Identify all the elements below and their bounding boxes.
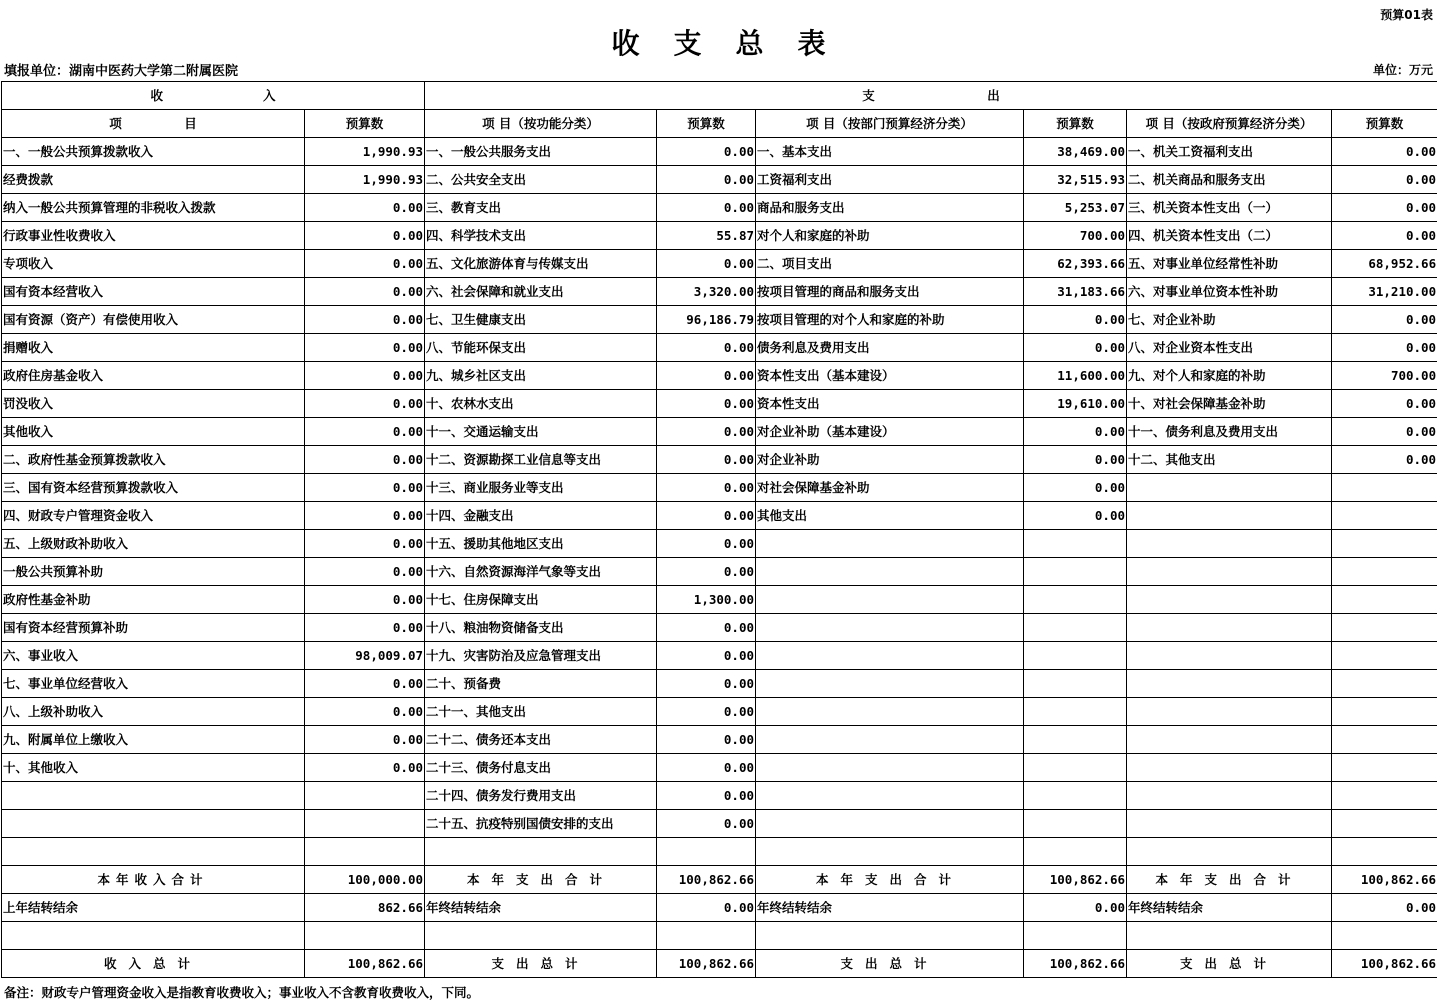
income-amount-cell: [305, 782, 425, 810]
income-item-cell: [2, 922, 305, 950]
dept-amount-cell: 11,600.00: [1024, 362, 1127, 390]
dept-amount-cell: [1024, 726, 1127, 754]
footnote: 备注：财政专户管理资金收入是指教育收费收入；事业收入不含教育收费收入，下同。: [4, 985, 480, 1000]
func-amount-cell: 0.00: [657, 502, 756, 530]
gov-amount-cell: 0.00: [1332, 390, 1437, 418]
func-item-cell: 二十二、债务还本支出: [425, 726, 657, 754]
gov-item-cell: 十一、债务利息及费用支出: [1127, 418, 1332, 446]
gov-amount-cell: 0.00: [1332, 138, 1437, 166]
income-amount-cell: 0.00: [305, 586, 425, 614]
table-row: [2, 698, 1437, 726]
gov-amount-cell: [1332, 754, 1437, 782]
dept-amount-cell: 19,610.00: [1024, 390, 1127, 418]
expense-group-header: 支 出: [425, 82, 1437, 110]
gov-item-cell: 五、对事业单位经常性补助: [1127, 250, 1332, 278]
dept-amount-cell: [1024, 670, 1127, 698]
dept-amount-cell: [1024, 922, 1127, 950]
func-item-cell: 年终结转结余: [425, 894, 657, 922]
income-amount-cell: 0.00: [305, 418, 425, 446]
income-amount-cell: 0.00: [305, 362, 425, 390]
amount-header: 预算数: [1332, 110, 1437, 138]
currency-unit: 单位：万元: [1372, 63, 1433, 77]
income-item-cell: 国有资本经营收入: [2, 278, 305, 306]
table-row: [2, 670, 1437, 698]
table-row: [2, 166, 1437, 194]
gov-amount-cell: 100,862.66: [1332, 950, 1437, 978]
gov-item-cell: [1127, 698, 1332, 726]
gov-amount-cell: [1332, 782, 1437, 810]
dept-amount-cell: 0.00: [1024, 894, 1127, 922]
income-amount-cell: 0.00: [305, 474, 425, 502]
gov-amount-cell: 0.00: [1332, 446, 1437, 474]
func-item-cell: 十七、住房保障支出: [425, 586, 657, 614]
income-amount-cell: 0.00: [305, 222, 425, 250]
table-row: [2, 306, 1437, 334]
func-item-cell: [425, 922, 657, 950]
gov-amount-cell: [1332, 698, 1437, 726]
gov-amount-cell: 100,862.66: [1332, 866, 1437, 894]
gov-amount-cell: [1332, 502, 1437, 530]
func-amount-cell: 1,300.00: [657, 586, 756, 614]
income-item-cell: 纳入一般公共预算管理的非税收入拨款: [2, 194, 305, 222]
dept-item-cell: 债务利息及费用支出: [756, 334, 1024, 362]
income-amount-cell: 0.00: [305, 390, 425, 418]
table-row: [2, 418, 1437, 446]
income-amount-cell: 0.00: [305, 558, 425, 586]
func-amount-cell: 0.00: [657, 726, 756, 754]
gov-amount-cell: [1332, 670, 1437, 698]
table-row: [2, 838, 1437, 866]
func-item-cell: 六、社会保障和就业支出: [425, 278, 657, 306]
income-item-cell: 九、附属单位上缴收入: [2, 726, 305, 754]
dept-amount-cell: 32,515.93: [1024, 166, 1127, 194]
income-item-cell: [2, 838, 305, 866]
gov-item-cell: [1127, 782, 1332, 810]
gov-item-cell: 六、对事业单位资本性补助: [1127, 278, 1332, 306]
income-item-cell: 二、政府性基金预算拨款收入: [2, 446, 305, 474]
table-row: [2, 530, 1437, 558]
func-item-header: 项 目（按功能分类）: [425, 110, 657, 138]
gov-item-cell: [1127, 810, 1332, 838]
table-row: [2, 250, 1437, 278]
income-amount-cell: 0.00: [305, 446, 425, 474]
income-item-cell: 一般公共预算补助: [2, 558, 305, 586]
gov-amount-cell: [1332, 726, 1437, 754]
income-amount-cell: 0.00: [305, 530, 425, 558]
func-amount-cell: 0.00: [657, 250, 756, 278]
func-amount-cell: 0.00: [657, 558, 756, 586]
dept-item-cell: 对社会保障基金补助: [756, 474, 1024, 502]
dept-item-cell: [756, 754, 1024, 782]
func-amount-cell: 0.00: [657, 698, 756, 726]
income-item-cell: 经费拨款: [2, 166, 305, 194]
income-item-cell: 五、上级财政补助收入: [2, 530, 305, 558]
income-item-cell: 六、事业收入: [2, 642, 305, 670]
income-amount-cell: 0.00: [305, 726, 425, 754]
dept-amount-cell: [1024, 810, 1127, 838]
func-item-cell: 十八、粮油物资储备支出: [425, 614, 657, 642]
func-item-cell: 十四、金融支出: [425, 502, 657, 530]
func-item-cell: 十六、自然资源海洋气象等支出: [425, 558, 657, 586]
table-row: [2, 922, 1437, 950]
gov-item-cell: [1127, 502, 1332, 530]
income-amount-cell: 0.00: [305, 614, 425, 642]
dept-item-cell: 资本性支出（基本建设）: [756, 362, 1024, 390]
func-item-cell: 三、教育支出: [425, 194, 657, 222]
form-id: 预算01表: [1380, 8, 1433, 22]
dept-amount-cell: 0.00: [1024, 446, 1127, 474]
income-amount-cell: 0.00: [305, 334, 425, 362]
gov-item-cell: [1127, 614, 1332, 642]
amount-header: 预算数: [1024, 110, 1127, 138]
gov-item-cell: 十、对社会保障基金补助: [1127, 390, 1332, 418]
gov-item-cell: [1127, 670, 1332, 698]
gov-item-cell: 三、机关资本性支出（一）: [1127, 194, 1332, 222]
income-item-cell: 行政事业性收费收入: [2, 222, 305, 250]
dept-item-cell: [756, 782, 1024, 810]
gov-amount-cell: [1332, 558, 1437, 586]
income-item-cell: 一、一般公共预算拨款收入: [2, 138, 305, 166]
income-item-cell: 捐赠收入: [2, 334, 305, 362]
gov-item-cell: 四、机关资本性支出（二）: [1127, 222, 1332, 250]
dept-item-cell: [756, 726, 1024, 754]
group-header-row: [2, 82, 1437, 110]
income-item-cell: 政府住房基金收入: [2, 362, 305, 390]
table-row: [2, 362, 1437, 390]
table-row: [2, 866, 1437, 894]
dept-item-cell: 按项目管理的商品和服务支出: [756, 278, 1024, 306]
dept-item-cell: 工资福利支出: [756, 166, 1024, 194]
func-amount-cell: 0.00: [657, 390, 756, 418]
func-amount-cell: [657, 922, 756, 950]
income-amount-cell: 98,009.07: [305, 642, 425, 670]
func-amount-cell: 0.00: [657, 446, 756, 474]
dept-item-cell: 对个人和家庭的补助: [756, 222, 1024, 250]
gov-item-cell: [1127, 586, 1332, 614]
table-row: [2, 754, 1437, 782]
dept-item-cell: [756, 586, 1024, 614]
gov-amount-cell: 0.00: [1332, 194, 1437, 222]
func-item-cell: 本年支出合计: [425, 866, 657, 894]
func-item-cell: 支出总计: [425, 950, 657, 978]
func-item-cell: 二十一、其他支出: [425, 698, 657, 726]
func-item-cell: 五、文化旅游体育与传媒支出: [425, 250, 657, 278]
income-item-cell: 政府性基金补助: [2, 586, 305, 614]
func-item-cell: 十、农林水支出: [425, 390, 657, 418]
func-amount-cell: 0.00: [657, 166, 756, 194]
dept-amount-cell: 0.00: [1024, 502, 1127, 530]
dept-amount-cell: 0.00: [1024, 418, 1127, 446]
table-row: [2, 950, 1437, 978]
func-amount-cell: 0.00: [657, 670, 756, 698]
func-amount-cell: 0.00: [657, 474, 756, 502]
income-amount-cell: 0.00: [305, 306, 425, 334]
table-body: [2, 138, 1437, 978]
func-item-cell: 四、科学技术支出: [425, 222, 657, 250]
income-item-cell: 其他收入: [2, 418, 305, 446]
amount-header: 预算数: [657, 110, 756, 138]
income-item-cell: 四、财政专户管理资金收入: [2, 502, 305, 530]
dept-amount-cell: 5,253.07: [1024, 194, 1127, 222]
func-amount-cell: 3,320.00: [657, 278, 756, 306]
func-amount-cell: 0.00: [657, 530, 756, 558]
func-amount-cell: 0.00: [657, 138, 756, 166]
dept-amount-cell: [1024, 558, 1127, 586]
income-amount-cell: 100,000.00: [305, 866, 425, 894]
column-header-row: [2, 110, 1437, 138]
dept-amount-cell: 31,183.66: [1024, 278, 1127, 306]
gov-amount-cell: 700.00: [1332, 362, 1437, 390]
income-item-cell: 八、上级补助收入: [2, 698, 305, 726]
func-amount-cell: 100,862.66: [657, 950, 756, 978]
income-amount-cell: 1,990.93: [305, 138, 425, 166]
income-item-cell: 十、其他收入: [2, 754, 305, 782]
func-amount-cell: 0.00: [657, 642, 756, 670]
table-row: [2, 194, 1437, 222]
dept-amount-cell: 700.00: [1024, 222, 1127, 250]
gov-item-cell: [1127, 642, 1332, 670]
func-item-cell: 十一、交通运输支出: [425, 418, 657, 446]
gov-amount-cell: 0.00: [1332, 222, 1437, 250]
gov-amount-cell: [1332, 838, 1437, 866]
income-amount-cell: 862.66: [305, 894, 425, 922]
table-row: [2, 502, 1437, 530]
income-item-header: 项 目: [2, 110, 305, 138]
dept-item-cell: 支出总计: [756, 950, 1024, 978]
gov-item-cell: 七、对企业补助: [1127, 306, 1332, 334]
dept-item-cell: [756, 670, 1024, 698]
table-row: [2, 334, 1437, 362]
func-amount-cell: 0.00: [657, 614, 756, 642]
gov-amount-cell: [1332, 474, 1437, 502]
dept-item-cell: [756, 838, 1024, 866]
income-amount-cell: 0.00: [305, 698, 425, 726]
table-row: [2, 558, 1437, 586]
gov-item-cell: [1127, 838, 1332, 866]
dept-item-cell: 二、项目支出: [756, 250, 1024, 278]
table-row: [2, 642, 1437, 670]
dept-item-cell: 对企业补助（基本建设）: [756, 418, 1024, 446]
income-item-cell: [2, 782, 305, 810]
func-item-cell: 九、城乡社区支出: [425, 362, 657, 390]
income-amount-cell: 0.00: [305, 670, 425, 698]
func-amount-cell: 0.00: [657, 754, 756, 782]
gov-item-cell: [1127, 754, 1332, 782]
func-item-cell: 十九、灾害防治及应急管理支出: [425, 642, 657, 670]
income-item-cell: 国有资本经营预算补助: [2, 614, 305, 642]
func-amount-cell: 0.00: [657, 894, 756, 922]
func-item-cell: 二十四、债务发行费用支出: [425, 782, 657, 810]
func-amount-cell: 0.00: [657, 362, 756, 390]
dept-amount-cell: 0.00: [1024, 334, 1127, 362]
table-row: [2, 474, 1437, 502]
dept-amount-cell: 38,469.00: [1024, 138, 1127, 166]
dept-item-cell: [756, 922, 1024, 950]
gov-amount-cell: 68,952.66: [1332, 250, 1437, 278]
dept-amount-cell: [1024, 782, 1127, 810]
income-amount-cell: 0.00: [305, 250, 425, 278]
func-amount-cell: 0.00: [657, 418, 756, 446]
dept-amount-cell: [1024, 530, 1127, 558]
func-item-cell: 一、一般公共服务支出: [425, 138, 657, 166]
income-group-header: 收 入: [2, 82, 425, 110]
dept-item-cell: [756, 810, 1024, 838]
dept-item-cell: 本年支出合计: [756, 866, 1024, 894]
gov-amount-cell: 31,210.00: [1332, 278, 1437, 306]
gov-item-cell: [1127, 922, 1332, 950]
gov-item-cell: 一、机关工资福利支出: [1127, 138, 1332, 166]
income-amount-cell: 0.00: [305, 194, 425, 222]
func-item-cell: 二、公共安全支出: [425, 166, 657, 194]
table-row: [2, 222, 1437, 250]
dept-amount-cell: [1024, 698, 1127, 726]
dept-amount-cell: 100,862.66: [1024, 866, 1127, 894]
gov-amount-cell: [1332, 810, 1437, 838]
gov-amount-cell: 0.00: [1332, 334, 1437, 362]
income-item-cell: 罚没收入: [2, 390, 305, 418]
dept-item-cell: 资本性支出: [756, 390, 1024, 418]
table-row: [2, 726, 1437, 754]
income-item-cell: 上年结转结余: [2, 894, 305, 922]
func-item-cell: 十五、援助其他地区支出: [425, 530, 657, 558]
dept-amount-cell: 0.00: [1024, 474, 1127, 502]
dept-item-cell: 商品和服务支出: [756, 194, 1024, 222]
dept-item-cell: [756, 698, 1024, 726]
gov-amount-cell: [1332, 642, 1437, 670]
table-row: [2, 810, 1437, 838]
amount-header: 预算数: [305, 110, 425, 138]
table-row: [2, 894, 1437, 922]
reporting-unit: 填报单位：湖南中医药大学第二附属医院: [4, 64, 239, 79]
gov-item-cell: 九、对个人和家庭的补助: [1127, 362, 1332, 390]
gov-item-cell: 支出总计: [1127, 950, 1332, 978]
income-amount-cell: 0.00: [305, 754, 425, 782]
table-row: [2, 278, 1437, 306]
gov-item-cell: [1127, 558, 1332, 586]
dept-amount-cell: 62,393.66: [1024, 250, 1127, 278]
dept-amount-cell: 0.00: [1024, 306, 1127, 334]
income-amount-cell: 0.00: [305, 502, 425, 530]
gov-amount-cell: [1332, 614, 1437, 642]
gov-item-header: 项 目（按政府预算经济分类）: [1127, 110, 1332, 138]
income-item-cell: 收入总计: [2, 950, 305, 978]
gov-item-cell: 本年支出合计: [1127, 866, 1332, 894]
table-row: [2, 138, 1437, 166]
dept-item-cell: 按项目管理的对个人和家庭的补助: [756, 306, 1024, 334]
gov-amount-cell: [1332, 530, 1437, 558]
income-amount-cell: [305, 810, 425, 838]
table-row: [2, 586, 1437, 614]
dept-item-cell: [756, 530, 1024, 558]
func-item-cell: 十三、商业服务业等支出: [425, 474, 657, 502]
table-row: [2, 614, 1437, 642]
func-amount-cell: [657, 838, 756, 866]
func-item-cell: 二十五、抗疫特别国债安排的支出: [425, 810, 657, 838]
func-amount-cell: 96,186.79: [657, 306, 756, 334]
gov-amount-cell: 0.00: [1332, 894, 1437, 922]
dept-amount-cell: [1024, 586, 1127, 614]
gov-item-cell: 十二、其他支出: [1127, 446, 1332, 474]
income-amount-cell: 0.00: [305, 278, 425, 306]
table-row: [2, 782, 1437, 810]
gov-amount-cell: [1332, 922, 1437, 950]
income-item-cell: [2, 810, 305, 838]
dept-item-cell: 对企业补助: [756, 446, 1024, 474]
gov-item-cell: 八、对企业资本性支出: [1127, 334, 1332, 362]
func-amount-cell: 55.87: [657, 222, 756, 250]
gov-amount-cell: [1332, 586, 1437, 614]
income-item-cell: 三、国有资本经营预算拨款收入: [2, 474, 305, 502]
dept-item-header: 项 目（按部门预算经济分类）: [756, 110, 1024, 138]
dept-item-cell: [756, 558, 1024, 586]
income-amount-cell: [305, 838, 425, 866]
income-expense-table: [1, 81, 1437, 978]
gov-amount-cell: 0.00: [1332, 418, 1437, 446]
func-item-cell: 十二、资源勘探工业信息等支出: [425, 446, 657, 474]
func-amount-cell: 0.00: [657, 334, 756, 362]
income-amount-cell: [305, 922, 425, 950]
gov-amount-cell: 0.00: [1332, 306, 1437, 334]
gov-item-cell: [1127, 474, 1332, 502]
func-item-cell: 八、节能环保支出: [425, 334, 657, 362]
gov-item-cell: [1127, 726, 1332, 754]
func-item-cell: 二十、预备费: [425, 670, 657, 698]
dept-item-cell: 年终结转结余: [756, 894, 1024, 922]
gov-item-cell: [1127, 530, 1332, 558]
func-amount-cell: 0.00: [657, 810, 756, 838]
income-item-cell: 七、事业单位经营收入: [2, 670, 305, 698]
income-item-cell: 国有资源（资产）有偿使用收入: [2, 306, 305, 334]
dept-amount-cell: 100,862.66: [1024, 950, 1127, 978]
dept-amount-cell: [1024, 754, 1127, 782]
dept-item-cell: 一、基本支出: [756, 138, 1024, 166]
income-amount-cell: 100,862.66: [305, 950, 425, 978]
table-row: [2, 446, 1437, 474]
dept-item-cell: [756, 614, 1024, 642]
gov-item-cell: 二、机关商品和服务支出: [1127, 166, 1332, 194]
func-amount-cell: 0.00: [657, 194, 756, 222]
gov-amount-cell: 0.00: [1332, 166, 1437, 194]
table-row: [2, 390, 1437, 418]
dept-amount-cell: [1024, 642, 1127, 670]
func-item-cell: 二十三、债务付息支出: [425, 754, 657, 782]
income-item-cell: 专项收入: [2, 250, 305, 278]
func-amount-cell: 0.00: [657, 782, 756, 810]
income-amount-cell: 1,990.93: [305, 166, 425, 194]
func-amount-cell: 100,862.66: [657, 866, 756, 894]
income-item-cell: 本年收入合计: [2, 866, 305, 894]
page-title: 收支总表: [611, 27, 860, 60]
dept-amount-cell: [1024, 838, 1127, 866]
dept-item-cell: 其他支出: [756, 502, 1024, 530]
dept-item-cell: [756, 642, 1024, 670]
func-item-cell: 七、卫生健康支出: [425, 306, 657, 334]
dept-amount-cell: [1024, 614, 1127, 642]
gov-item-cell: 年终结转结余: [1127, 894, 1332, 922]
func-item-cell: [425, 838, 657, 866]
